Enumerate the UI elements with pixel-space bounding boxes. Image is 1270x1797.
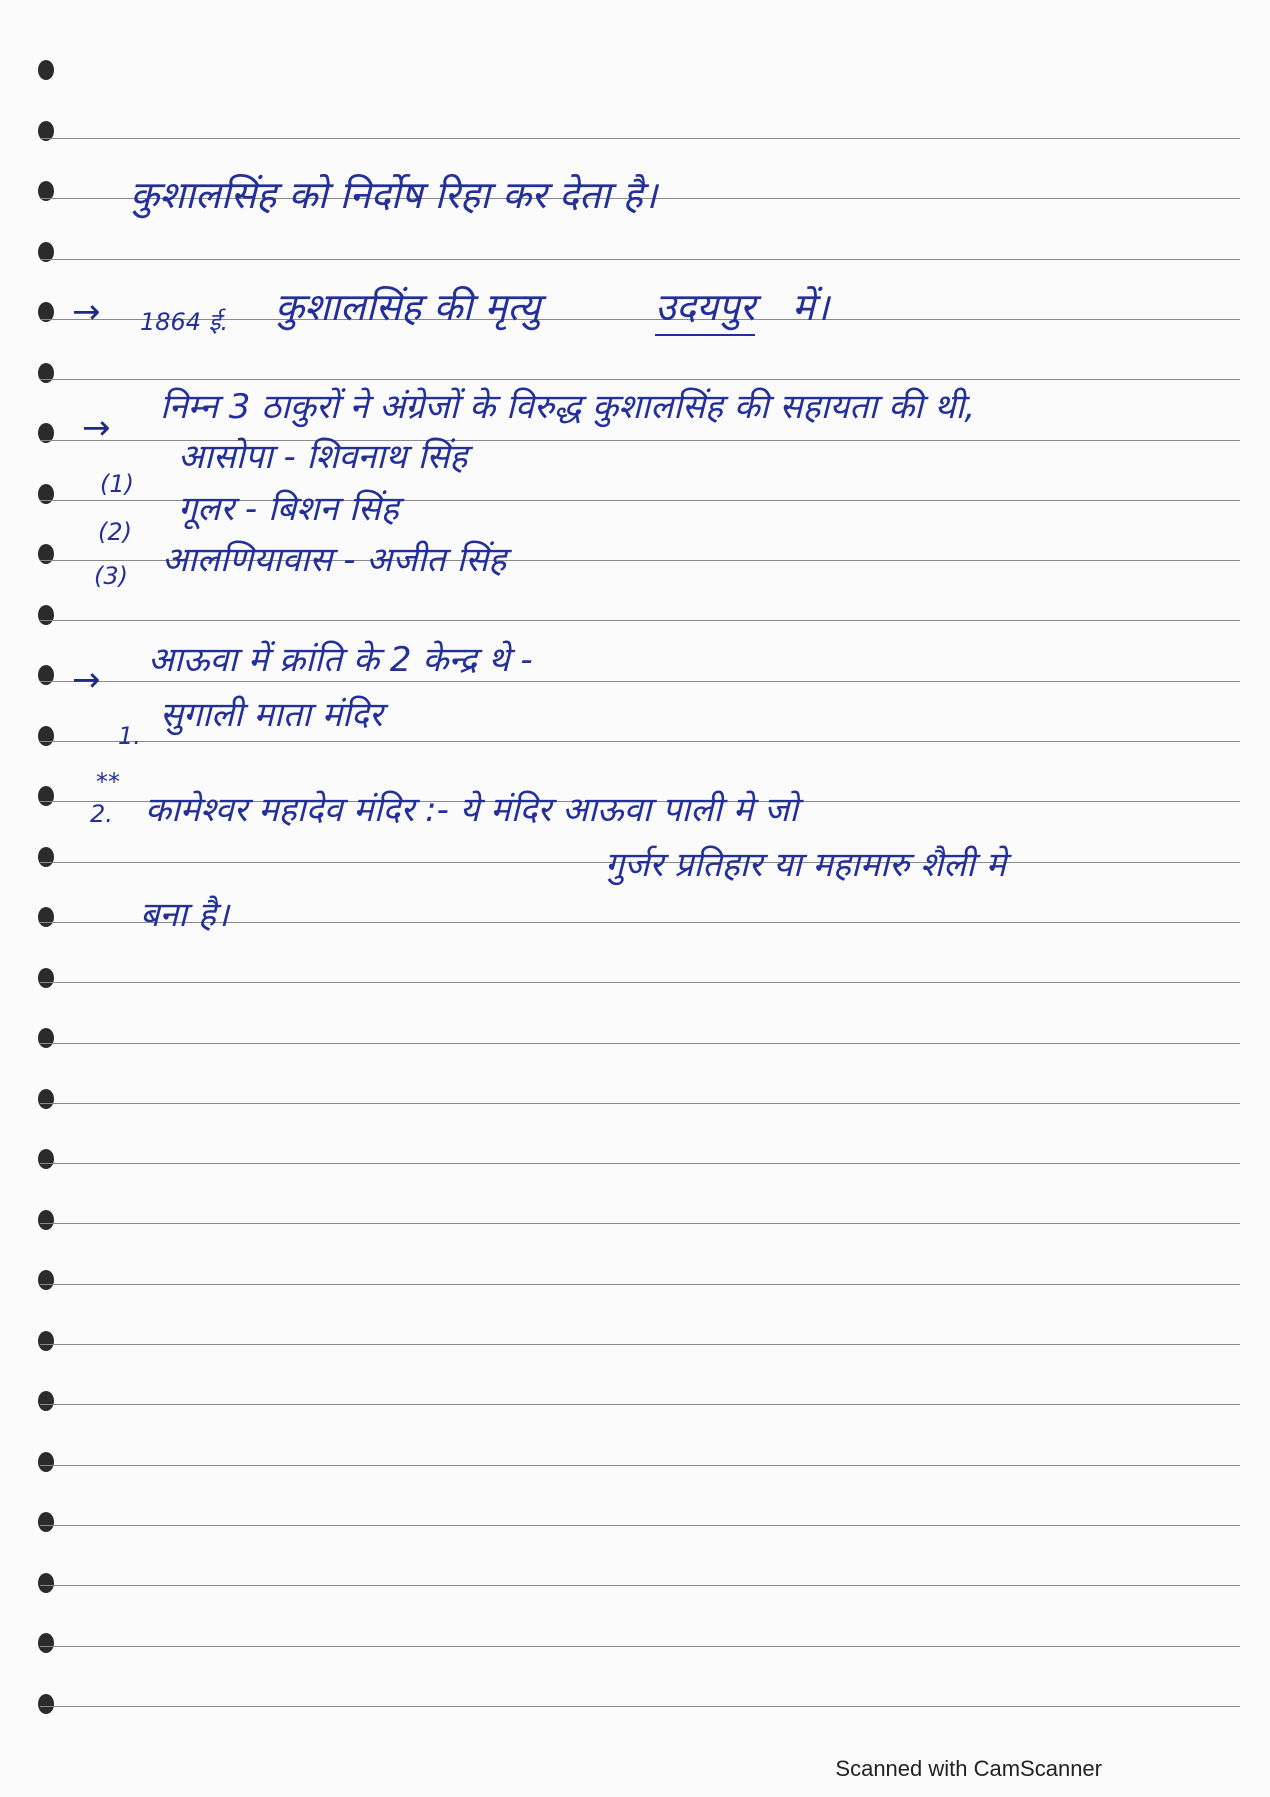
note-line-5: गूलर - बिशन सिंह	[178, 489, 399, 529]
arrow-icon: →	[72, 660, 101, 700]
ruled-line	[40, 379, 1240, 380]
note-line-4: आसोपा - शिवनाथ सिंह	[178, 437, 468, 477]
note-line-9: कामेश्वर महादेव मंदिर :- ये मंदिर आऊवा पाली मे जो	[145, 790, 799, 830]
binding-hole	[38, 1573, 54, 1593]
note-line-8: सुगाली माता मंदिर	[160, 695, 383, 735]
scanner-watermark: Scanned with CamScanner	[835, 1756, 1102, 1781]
item-2-number: 2.	[90, 800, 113, 828]
ruled-line	[40, 1465, 1240, 1466]
ruled-line	[40, 741, 1240, 742]
ruled-line	[40, 620, 1240, 621]
note-line-2-end: में।	[792, 285, 830, 329]
binding-hole	[38, 847, 54, 867]
ruled-line	[40, 1284, 1240, 1285]
binding-hole	[38, 1512, 54, 1532]
binding-hole	[38, 1694, 54, 1714]
note-year: 1864 ई.	[140, 308, 229, 336]
binding-hole	[38, 1331, 54, 1351]
ruled-line	[40, 1404, 1240, 1405]
item-1-number: 1.	[118, 722, 141, 750]
binding-hole	[38, 726, 54, 746]
note-line-6: आलणियावास - अजीत सिंह	[162, 540, 507, 580]
ruled-line	[40, 1163, 1240, 1164]
note-line-3: निम्न 3 ठाकुरों ने अंग्रेजों के विरुद्ध कुशालसिंह की सहायता की थी,	[160, 387, 976, 427]
number-2: (2)	[98, 518, 132, 546]
ruled-line	[40, 259, 1240, 260]
ruled-line	[40, 1103, 1240, 1104]
binding-hole	[38, 907, 54, 927]
binding-hole	[38, 1089, 54, 1109]
binding-hole	[38, 1391, 54, 1411]
note-line-1: कुशालसिंह को निर्दोष रिहा कर देता है।	[130, 173, 658, 217]
ruled-line	[40, 1585, 1240, 1586]
binding-hole	[38, 1270, 54, 1290]
binding-hole	[38, 1633, 54, 1653]
ruled-line	[40, 1706, 1240, 1707]
arrow-icon: →	[72, 292, 101, 332]
ruled-line	[40, 1344, 1240, 1345]
ruled-line	[40, 1646, 1240, 1647]
note-line-2: कुशालसिंह की मृत्यु	[275, 285, 541, 329]
binding-hole	[38, 60, 54, 80]
binding-hole	[38, 665, 54, 685]
ruled-line	[40, 982, 1240, 983]
ruled-line	[40, 1525, 1240, 1526]
arrow-icon: →	[82, 408, 111, 448]
ruled-line	[40, 138, 1240, 139]
number-1: (1)	[100, 470, 134, 498]
binding-hole	[38, 1210, 54, 1230]
note-line-11: बना है।	[140, 895, 229, 935]
note-place-underlined: उदयपुर	[655, 280, 755, 336]
binding-hole	[38, 1452, 54, 1472]
binding-hole	[38, 605, 54, 625]
note-line-10: गुर्जर प्रतिहार या महामारु शैली मे	[605, 845, 1007, 885]
ruled-line	[40, 1223, 1240, 1224]
number-3: (3)	[94, 562, 128, 590]
binding-hole	[38, 786, 54, 806]
note-line-7: आऊवा में क्रांति के 2 केन्द्र थे -	[148, 640, 533, 680]
binding-hole	[38, 1149, 54, 1169]
binding-hole	[38, 1028, 54, 1048]
binding-hole	[38, 968, 54, 988]
star-mark: **	[96, 768, 120, 796]
ruled-line	[40, 1043, 1240, 1044]
